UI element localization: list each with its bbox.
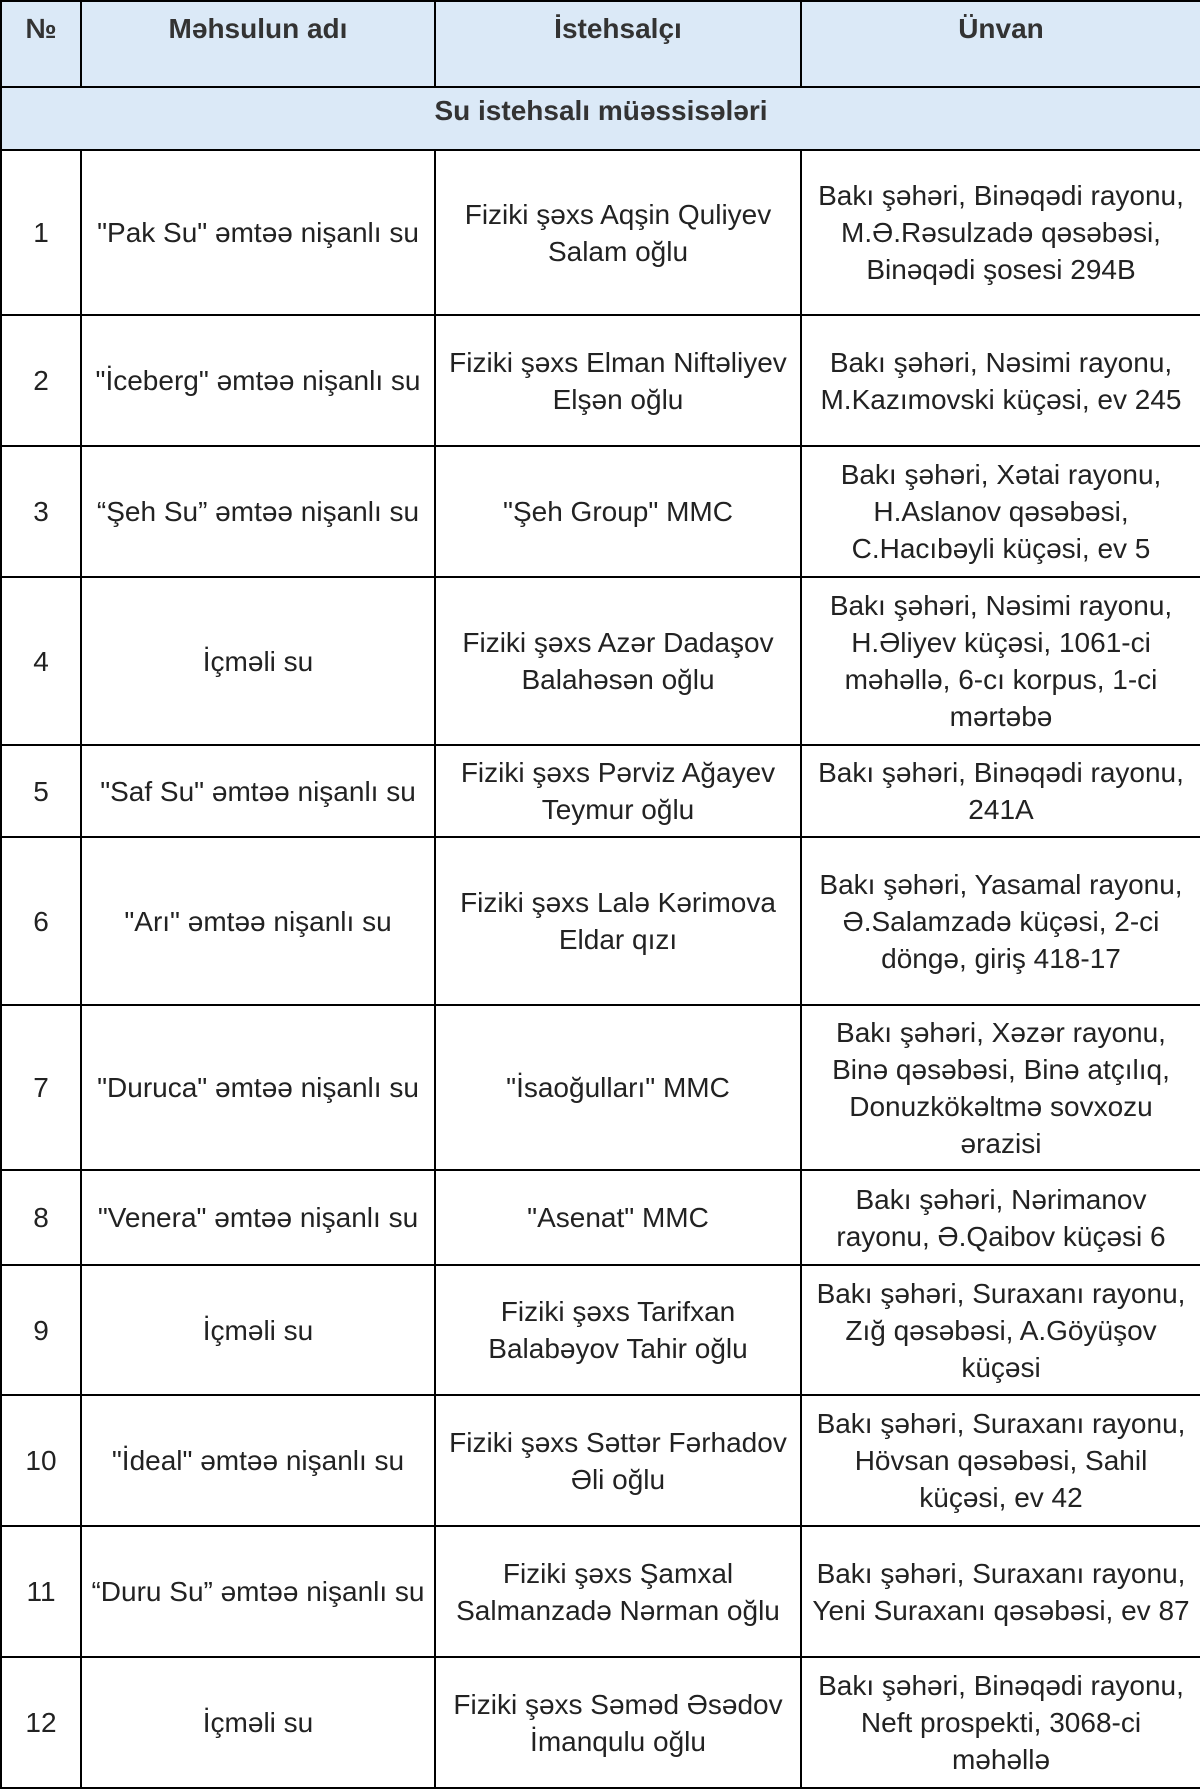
section-row [1, 87, 1200, 150]
row-product: "İceberg" əmtəə nişanlı su [81, 315, 435, 446]
row-num: 1 [1, 150, 81, 315]
row-product: İçməli su [81, 577, 435, 745]
row-num: 9 [1, 1265, 81, 1395]
row-address: Bakı şəhəri, Binəqədi rayonu, 241A [801, 745, 1200, 837]
table-row [1, 745, 1200, 837]
row-product: “Duru Su” əmtəə nişanlı su [81, 1526, 435, 1657]
row-num: 2 [1, 315, 81, 446]
table-row [1, 1265, 1200, 1395]
row-producer: Fiziki şəxs Şamxal Salmanzadə Nərman oğlu [435, 1526, 801, 1657]
header-product: Məhsulun adı [81, 1, 435, 87]
table-row [1, 150, 1200, 315]
row-num: 8 [1, 1170, 81, 1265]
row-producer: Fiziki şəxs Elman Niftəliyev Elşən oğlu [435, 315, 801, 446]
row-producer: "Şeh Group" MMC [435, 446, 801, 577]
row-producer: Fiziki şəxs Tarifxan Balabəyov Tahir oğlu [435, 1265, 801, 1395]
row-num: 12 [1, 1657, 81, 1788]
table-row [1, 577, 1200, 745]
row-producer: Fiziki şəxs Aqşin Quliyev Salam oğlu [435, 150, 801, 315]
row-num: 5 [1, 745, 81, 837]
row-num: 11 [1, 1526, 81, 1657]
section-title: Su istehsalı müəssisələri [1, 87, 1200, 150]
row-address: Bakı şəhəri, Nəsimi rayonu, M.Kazımovski küçəsi, ev 245 [801, 315, 1200, 446]
row-num: 3 [1, 446, 81, 577]
table-row [1, 1005, 1200, 1170]
row-producer: "Asenat" MMC [435, 1170, 801, 1265]
row-num: 7 [1, 1005, 81, 1170]
header-row [1, 1, 1200, 87]
row-address: Bakı şəhəri, Xətai rayonu, H.Aslanov qəsəbəsi, C.Hacıbəyli küçəsi, ev 5 [801, 446, 1200, 577]
row-producer: Fiziki şəxs Səməd Əsədov İmanqulu oğlu [435, 1657, 801, 1788]
row-product: "Venera" əmtəə nişanlı su [81, 1170, 435, 1265]
row-producer: "İsaoğulları" MMC [435, 1005, 801, 1170]
table-row [1, 1170, 1200, 1265]
table-row [1, 1526, 1200, 1657]
row-address: Bakı şəhəri, Nərimanov rayonu, Ə.Qaibov küçəsi 6 [801, 1170, 1200, 1265]
row-producer: Fiziki şəxs Lalə Kərimova Eldar qızı [435, 837, 801, 1005]
header-producer: İstehsalçı [435, 1, 801, 87]
row-address: Bakı şəhəri, Yasamal rayonu, Ə.Salamzadə küçəsi, 2-ci döngə, giriş 418-17 [801, 837, 1200, 1005]
row-product: İçməli su [81, 1657, 435, 1788]
row-product: “Şeh Su” əmtəə nişanlı su [81, 446, 435, 577]
row-address: Bakı şəhəri, Binəqədi rayonu, Neft prospekti, 3068-ci məhəllə [801, 1657, 1200, 1788]
row-num: 4 [1, 577, 81, 745]
row-product: İçməli su [81, 1265, 435, 1395]
row-product: "Duruca" əmtəə nişanlı su [81, 1005, 435, 1170]
row-num: 6 [1, 837, 81, 1005]
row-producer: Fiziki şəxs Pərviz Ağayev Teymur oğlu [435, 745, 801, 837]
row-producer: Fiziki şəxs Səttər Fərhadov Əli oğlu [435, 1395, 801, 1526]
row-product: "Arı" əmtəə nişanlı su [81, 837, 435, 1005]
table-row [1, 1395, 1200, 1526]
row-address: Bakı şəhəri, Nəsimi rayonu, H.Əliyev küçəsi, 1061-ci məhəllə, 6-cı korpus, 1-ci mərtəbə [801, 577, 1200, 745]
row-product: "Saf Su" əmtəə nişanlı su [81, 745, 435, 837]
row-product: "İdeal" əmtəə nişanlı su [81, 1395, 435, 1526]
row-producer: Fiziki şəxs Azər Dadaşov Balahəsən oğlu [435, 577, 801, 745]
row-address: Bakı şəhəri, Xəzər rayonu, Binə qəsəbəsi, Binə atçılıq, Donuzkökəltmə sovxozu ərazisi [801, 1005, 1200, 1170]
row-address: Bakı şəhəri, Suraxanı rayonu, Zığ qəsəbəsi, A.Göyüşov küçəsi [801, 1265, 1200, 1395]
header-address: Ünvan [801, 1, 1200, 87]
row-num: 10 [1, 1395, 81, 1526]
row-address: Bakı şəhəri, Suraxanı rayonu, Hövsan qəsəbəsi, Sahil küçəsi, ev 42 [801, 1395, 1200, 1526]
row-product: "Pak Su" əmtəə nişanlı su [81, 150, 435, 315]
table-row [1, 1657, 1200, 1788]
row-address: Bakı şəhəri, Binəqədi rayonu, M.Ə.Rəsulzadə qəsəbəsi, Binəqədi şosesi 294B [801, 150, 1200, 315]
table-row [1, 837, 1200, 1005]
table-row [1, 315, 1200, 446]
header-num: № [1, 1, 81, 87]
row-address: Bakı şəhəri, Suraxanı rayonu, Yeni Suraxanı qəsəbəsi, ev 87 [801, 1526, 1200, 1657]
table-row [1, 446, 1200, 577]
